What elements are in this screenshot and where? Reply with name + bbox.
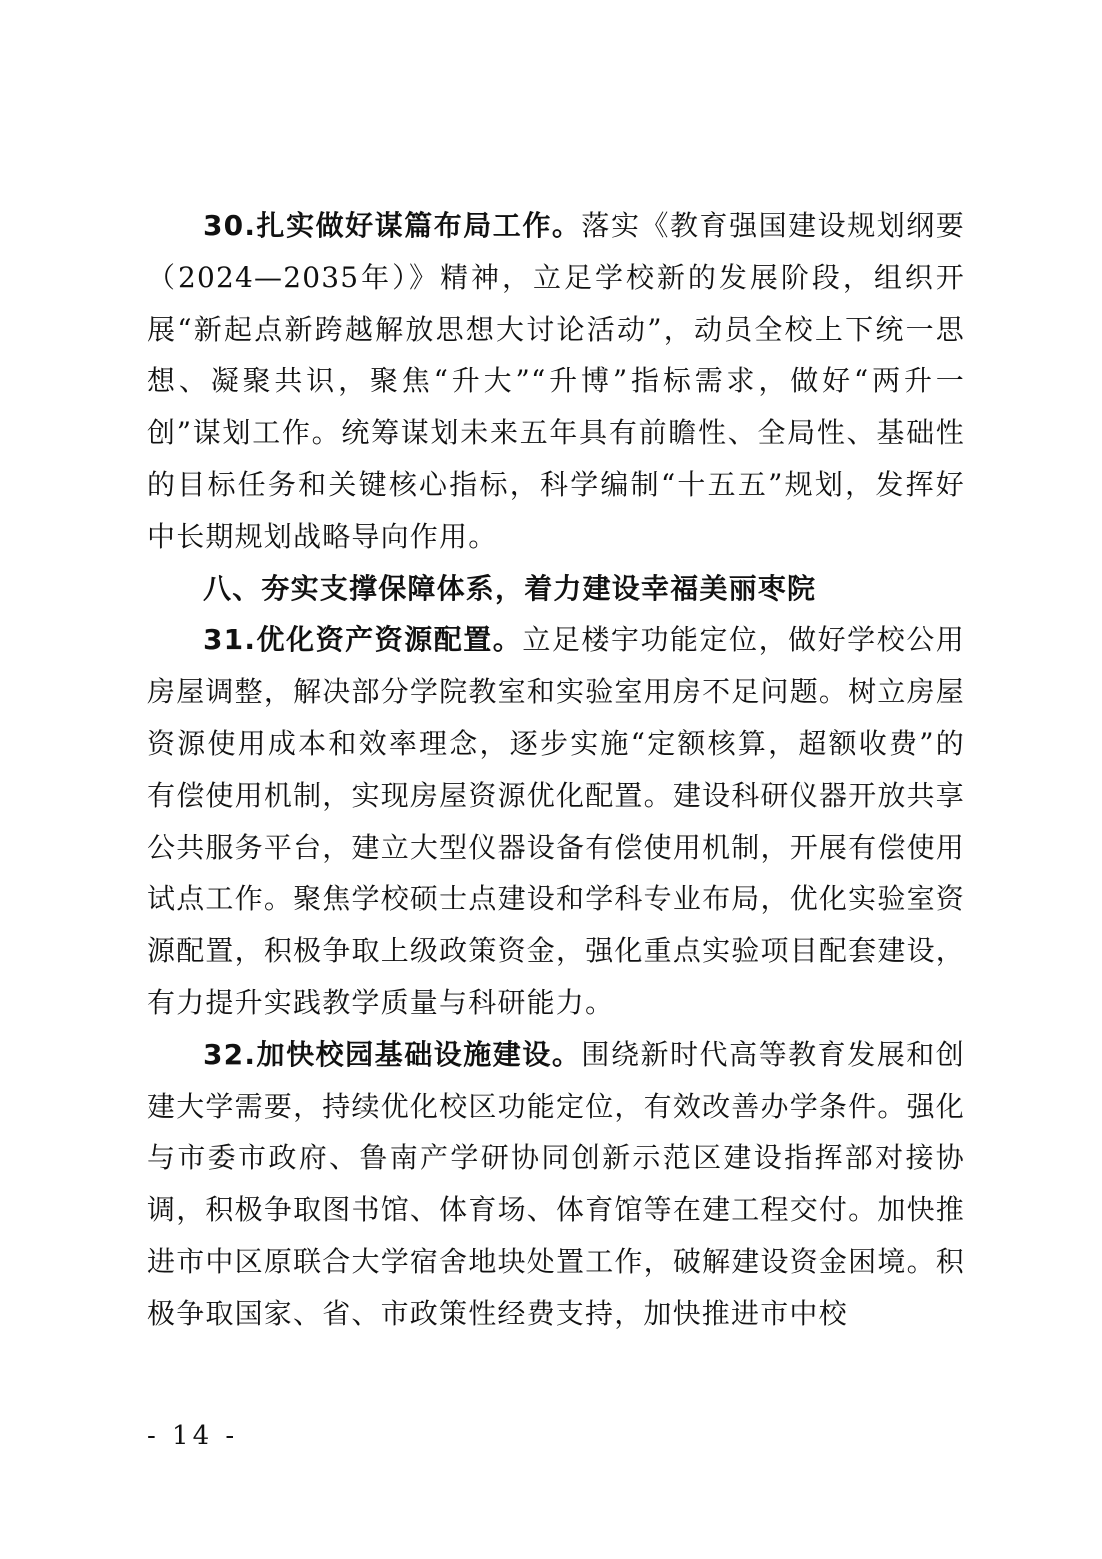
paragraph-31-text: 立足楼宇功能定位，做好学校公用房屋调整，解决部分学院教室和实验室用房不足问题。树立房屋资源使用成本和效率理念，逐步实施“定额核算，超额收费”的有偿使用机制，实现房屋资源优化配置。建设科研仪器开放共享公共服务平台，建立大型仪器设备有偿使用机制，开展有偿使用试点工作。聚焦学校硕士点建设和学科专业布局，优化实验室资源配置，积极争取上级政策资金，强化重点实验项目配套建设，有力提升实践教学质量与科研能力。: [147, 623, 965, 1019]
paragraph-30: [147, 200, 965, 563]
document-body: [147, 200, 965, 1340]
page-number: - 14 -: [147, 1421, 239, 1451]
paragraph-32-text: 围绕新时代高等教育发展和创建大学需要，持续优化校区功能定位，有效改善办学条件。强化与市委市政府、鲁南产学研协同创新示范区建设指挥部对接协调，积极争取图书馆、体育场、体育馆等在建工程交付。加快推进市中区原联合大学宿舍地块处置工作，破解建设资金困境。积极争取国家、省、市政策性经费支持，加快推进市中校: [147, 1037, 966, 1330]
paragraph-32-lead: 32.加快校园基础设施建设。: [203, 1037, 582, 1071]
section-heading: 八、夯实支撑保障体系，着力建设幸福美丽枣院: [203, 571, 817, 605]
paragraph-31-lead: 31.优化资产资源配置。: [203, 623, 523, 657]
paragraph-32: [147, 1029, 965, 1340]
paragraph-30-text: 落实《教育强国建设规划纲要（2024—2035年）》精神，立足学校新的发展阶段，组织开展“新起点新跨越解放思想大讨论活动”，动员全校上下统一思想、凝聚共识，聚焦“升大”“升博”指标需求，做好“两升一创”谋划工作。统筹谋划未来五年具有前瞻性、全局性、基础性的目标任务和关键核心指标，科学编制“十五五”规划，发挥好中长期规划战略导向作用。: [147, 209, 966, 553]
paragraph-30-lead: 30.扎实做好谋篇布局工作。: [203, 209, 582, 242]
paragraph-31: [147, 614, 965, 1028]
